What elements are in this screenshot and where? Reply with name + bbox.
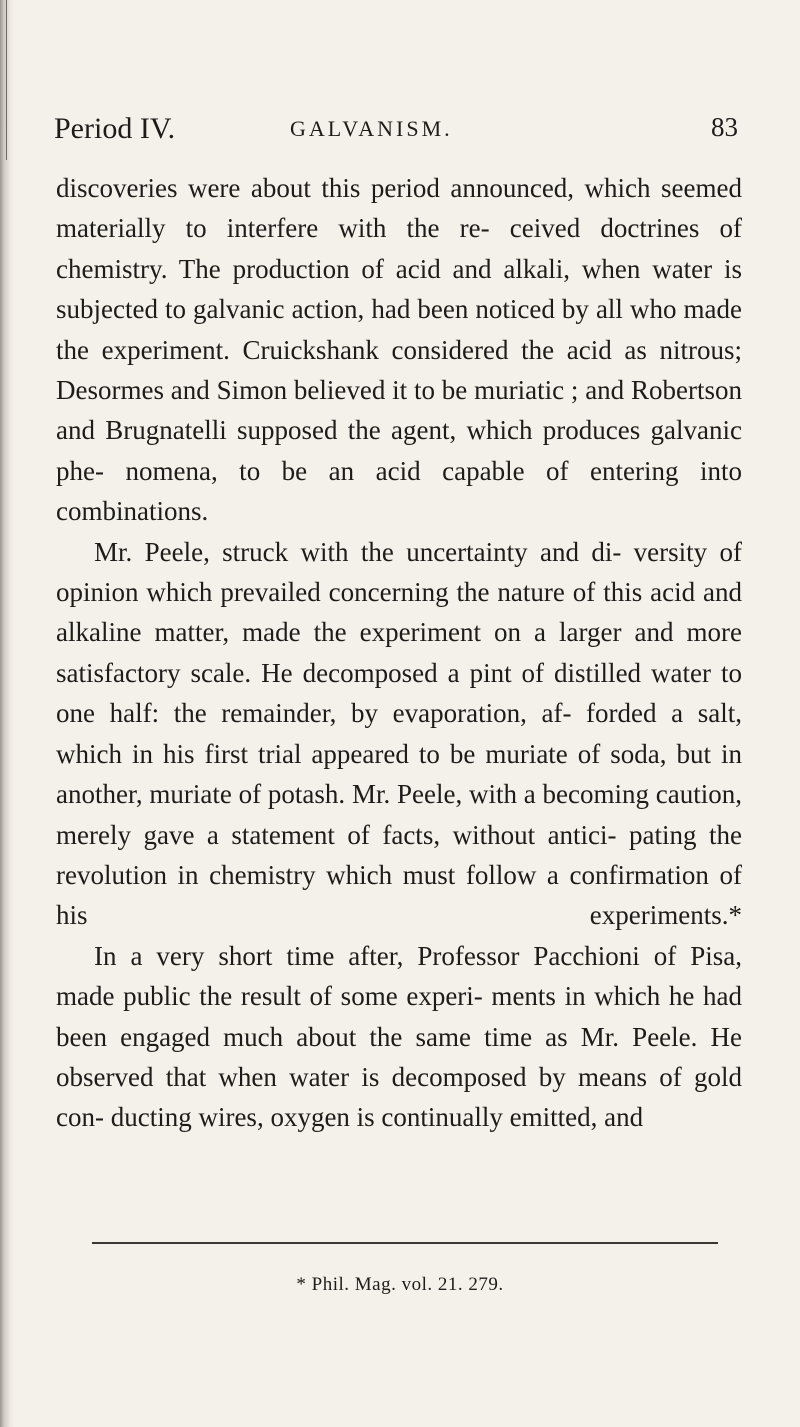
page-body <box>56 168 742 1138</box>
page-edge-line <box>6 0 7 160</box>
page-edge-shadow <box>0 0 14 1427</box>
paragraph-3: In a very short time after, Professor Pacchioni of Pisa, made public the result of some experi- ments in which he had been engaged much about the same time as Mr. Peele. He observed that when water is decomposed by means of gold con- ducting wires, oxygen is continually emitted, and <box>56 940 742 1133</box>
header-period: Period IV. <box>54 112 176 145</box>
paragraph-1: discoveries were about this period announced, which seemed materially to interfere with the re- ceived doctrines of chemistry. The production of acid and alkali, when water is subjected to galvanic action, had been noticed by all who made the experiment. Cruickshank considered the acid as nitrous; Desormes and Simon believed it to be muriatic ; and Robertson and Brugnatelli supposed the agent, which produces galvanic phe- nomena, to be an acid capable of entering into combinations. <box>56 173 742 527</box>
footnote-rule <box>92 1242 718 1244</box>
page-number: 83 <box>711 112 738 142</box>
footnote: * Phil. Mag. vol. 21. 279. <box>296 1274 504 1295</box>
running-header <box>54 112 738 158</box>
header-title: GALVANISM. <box>290 116 453 141</box>
paragraph-2: Mr. Peele, struck with the uncertainty and di- versity of opinion which prevailed concerning the nature of this acid and alkaline matter, made the experiment on a larger and more satisfactory scale. He decomposed a pint of distilled water to one half: the remainder, by evaporation, af- forded a salt, which in his first trial appeared to be muriate of soda, but in another, muriate of potash. Mr. Peele, with a becoming caution, merely gave a statement of facts, without antici- pating the revolution in chemistry which must follow a confirmation of his experiments.* <box>56 536 742 931</box>
